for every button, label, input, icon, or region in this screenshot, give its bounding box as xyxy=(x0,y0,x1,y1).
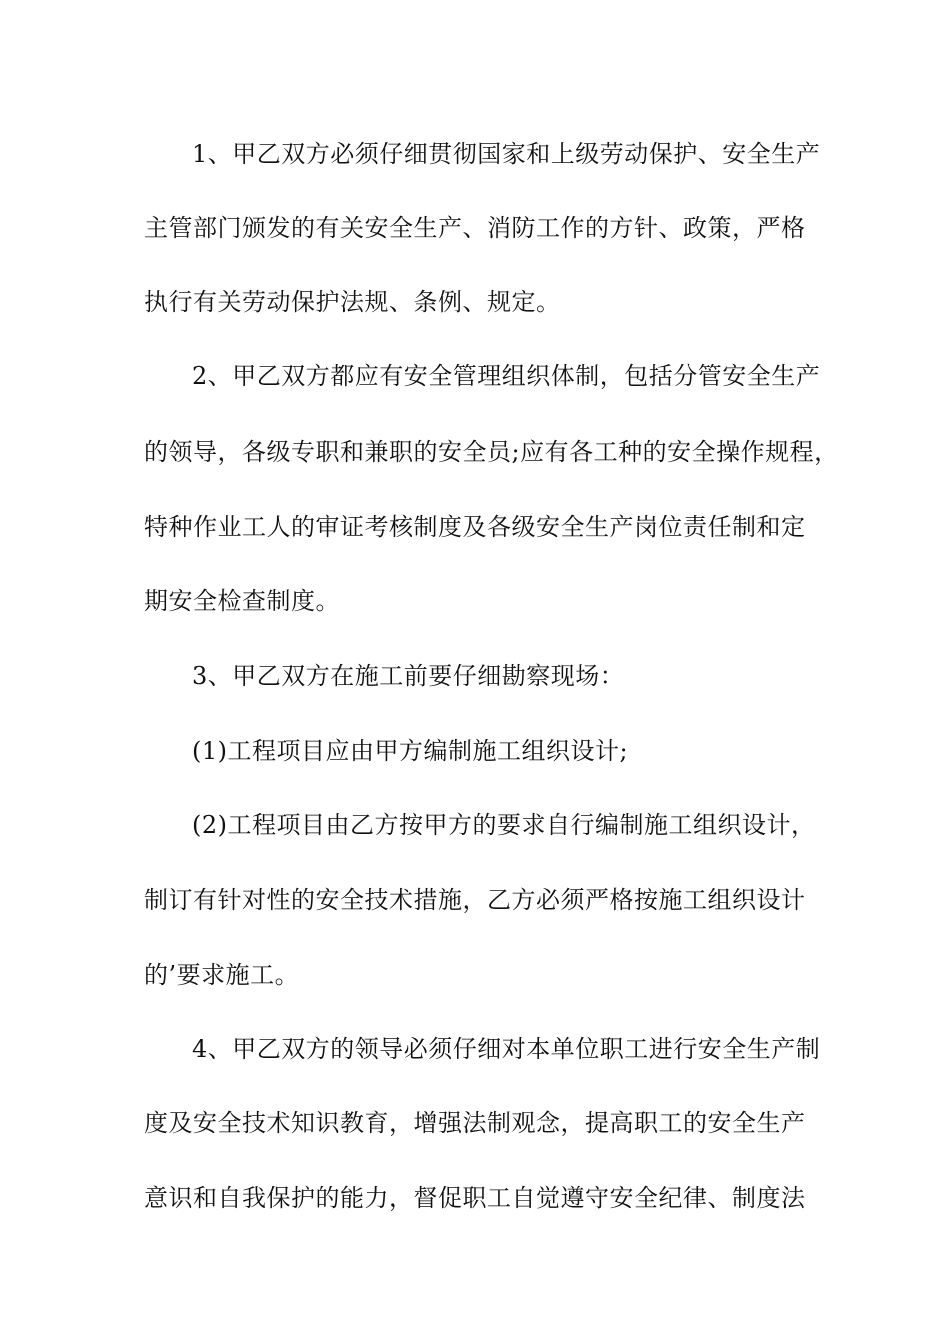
text-line: 4、甲乙双方的领导必须仔细对本单位职工进行安全生产制 xyxy=(192,1035,821,1063)
text-line: 度及安全技术知识教育，增强法制观念，提高职工的安全生产 xyxy=(144,1109,806,1137)
text-line: 期安全检查制度。 xyxy=(144,587,340,615)
text-line: 特种作业工人的审证考核制度及各级安全生产岗位责任制和定 xyxy=(144,513,806,541)
text-line: 的领导，各级专职和兼职的安全员;应有各工种的安全操作规程， xyxy=(144,438,839,466)
text-line: 2、甲乙双方都应有安全管理组织体制，包括分管安全生产 xyxy=(192,362,821,390)
text-line: 执行有关劳动保护法规、条例、规定。 xyxy=(144,288,561,316)
text-line: (1)工程项目应由甲方编制施工组织设计; xyxy=(192,737,629,765)
text-line: 意识和自我保护的能力，督促职工自觉遵守安全纪律、制度法 xyxy=(144,1184,806,1212)
text-line: 主管部门颁发的有关安全生产、消防工作的方针、政策，严格 xyxy=(144,214,806,242)
text-line: 的’要求施工。 xyxy=(144,961,300,989)
text-line: (2)工程项目由乙方按甲方的要求自行编制施工组织设计， xyxy=(192,811,816,839)
text-line: 制订有针对性的安全技术措施，乙方必须严格按施工组织设计 xyxy=(144,886,806,914)
text-line: 3、甲乙双方在施工前要仔细勘察现场： xyxy=(192,662,625,690)
text-line: 1、甲乙双方必须仔细贯彻国家和上级劳动保护、安全生产 xyxy=(192,140,821,168)
